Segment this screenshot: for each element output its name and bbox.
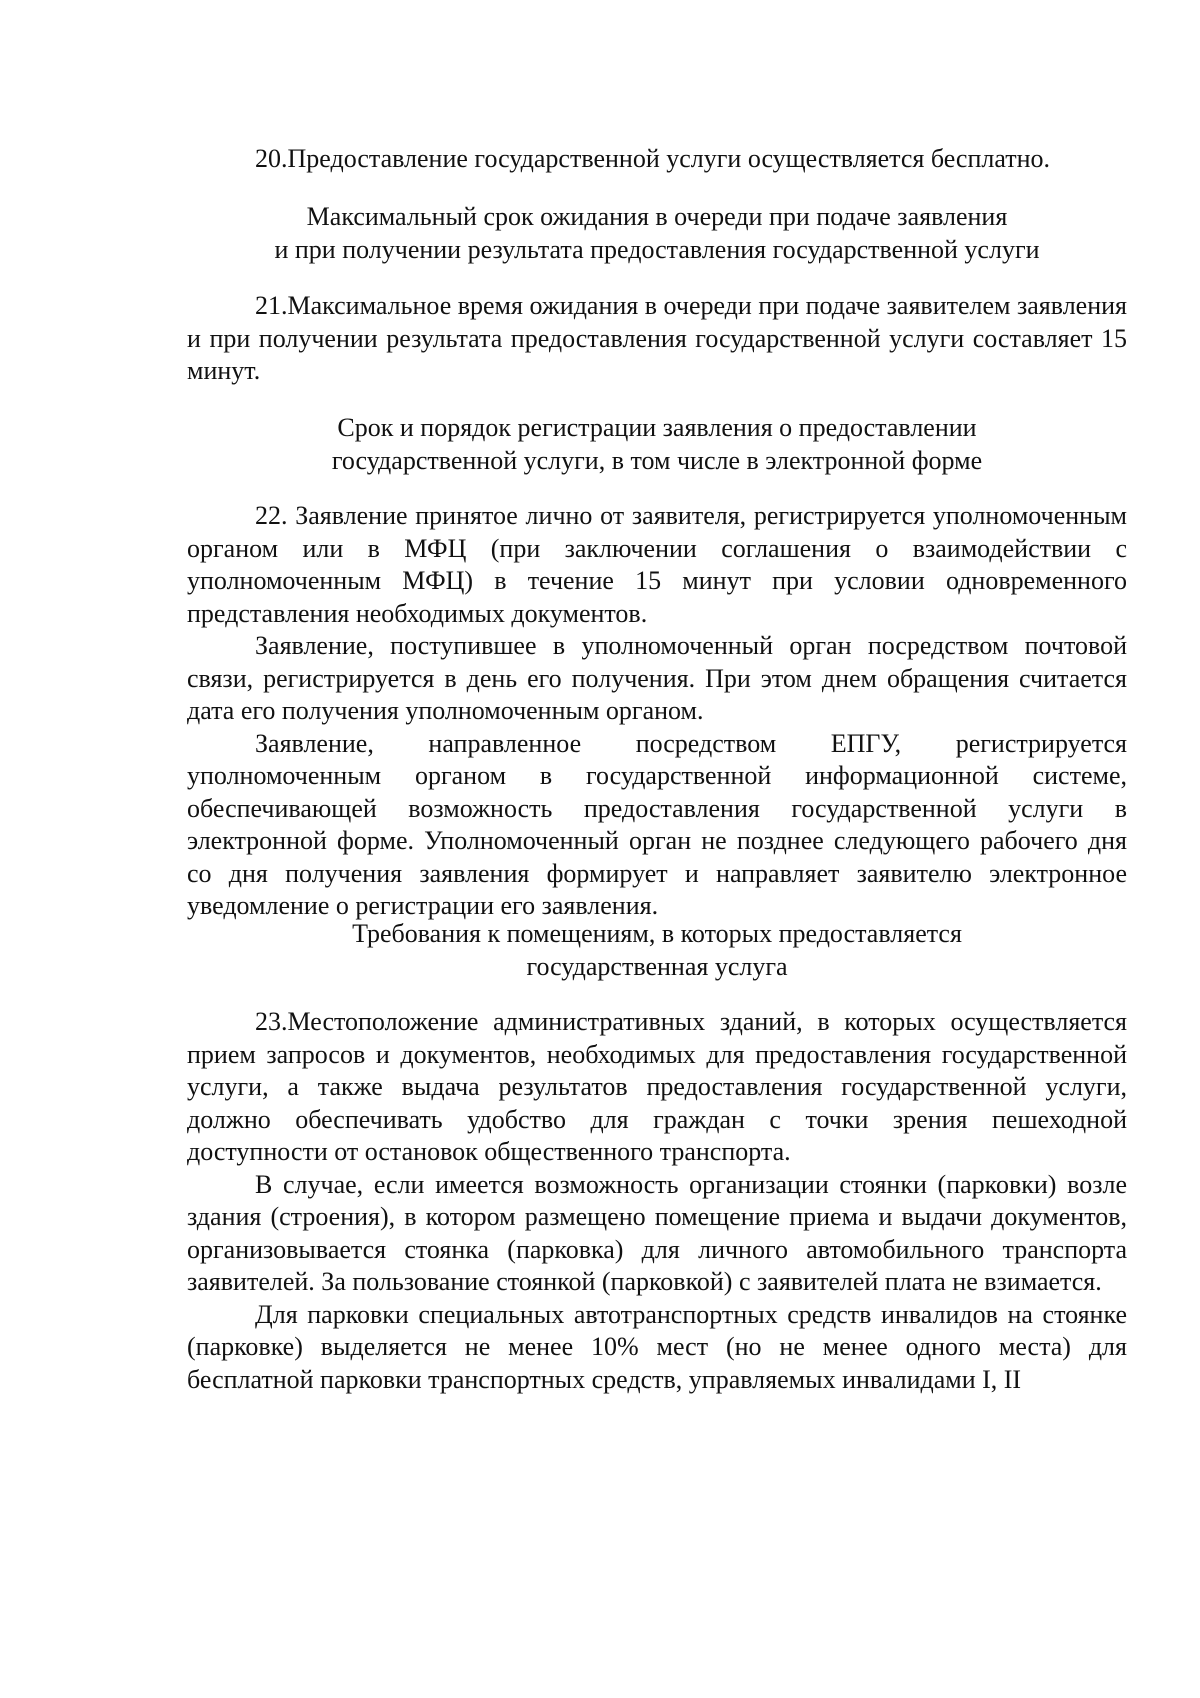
paragraph-20: 20.Предоставление государственной услуги осуществляется бесплатно.	[255, 144, 1051, 173]
paragraph-22-1: 22. Заявление принятое лично от заявителя, регистрируется уполномоченным органом или в МФЦ (при заключении соглашения о взаимодействии с уполномоченным МФЦ) в течение 15 минут при условии одновременного представления необходимых документов.	[187, 501, 1127, 628]
paragraph-22-3: Заявление, направленное посредством ЕПГУ, регистрируется уполномоченным органом в государственной информационной системе, обеспечивающей возможность предоставления государственной услуги в электронной форме. Уполномоченный орган не позднее следующего рабочего дня со дня получения заявления формирует и направляет заявителю электронное уведомление о регистрации его заявления.	[187, 728, 1127, 920]
paragraph-22-2: Заявление, поступившее в уполномоченный орган посредством почтовой связи, регистрируется в день его получения. При этом днем обращения считается дата его получения уполномоченным органом.	[187, 631, 1127, 725]
section-23	[187, 1006, 1127, 1396]
paragraph-21: 21.Максимальное время ожидания в очереди при подаче заявителем заявления и при получении результата предоставления государственной услуги составляет 15 минут.	[187, 291, 1127, 385]
section-22	[187, 500, 1127, 923]
heading-line: и при получении результата предоставления государственной услуги	[274, 234, 1040, 264]
heading-registration	[187, 412, 1127, 477]
heading-line: Требования к помещениям, в которых предоставляется	[352, 919, 962, 948]
paragraph-23-1: 23.Местоположение административных зданий, в которых осуществляется прием запросов и документов, необходимых для предоставления государственной услуги, а также выдача результатов предоставления государственной услуги, должно обеспечивать удобство для граждан с точки зрения пешеходной доступности от остановок общественного транспорта.	[187, 1007, 1127, 1166]
paragraph-23-2: В случае, если имеется возможность организации стоянки (парковки) возле здания (строения), в котором размещено помещение приема и выдачи документов, организовывается стоянка (парковка) для личного автомобильного транспорта заявителей. За пользование стоянкой (парковкой) с заявителей плата не взимается.	[187, 1169, 1127, 1296]
paragraph-23-3: Для парковки специальных автотранспортных средств инвалидов на стоянке (парковке) выделяется не менее 10% мест (но не менее одного места) для бесплатной парковки транспортных средств, управляемых инвалидами I, II	[187, 1299, 1127, 1394]
heading-waiting-time	[187, 201, 1127, 266]
heading-line: государственная услуга	[526, 951, 788, 981]
heading-line: Максимальный срок ожидания в очереди при подаче заявления	[306, 202, 1008, 231]
heading-line: государственной услуги, в том числе в электронной форме	[331, 445, 983, 475]
heading-line: Срок и порядок регистрации заявления о предоставлении	[337, 413, 977, 442]
heading-premises	[187, 918, 1127, 983]
